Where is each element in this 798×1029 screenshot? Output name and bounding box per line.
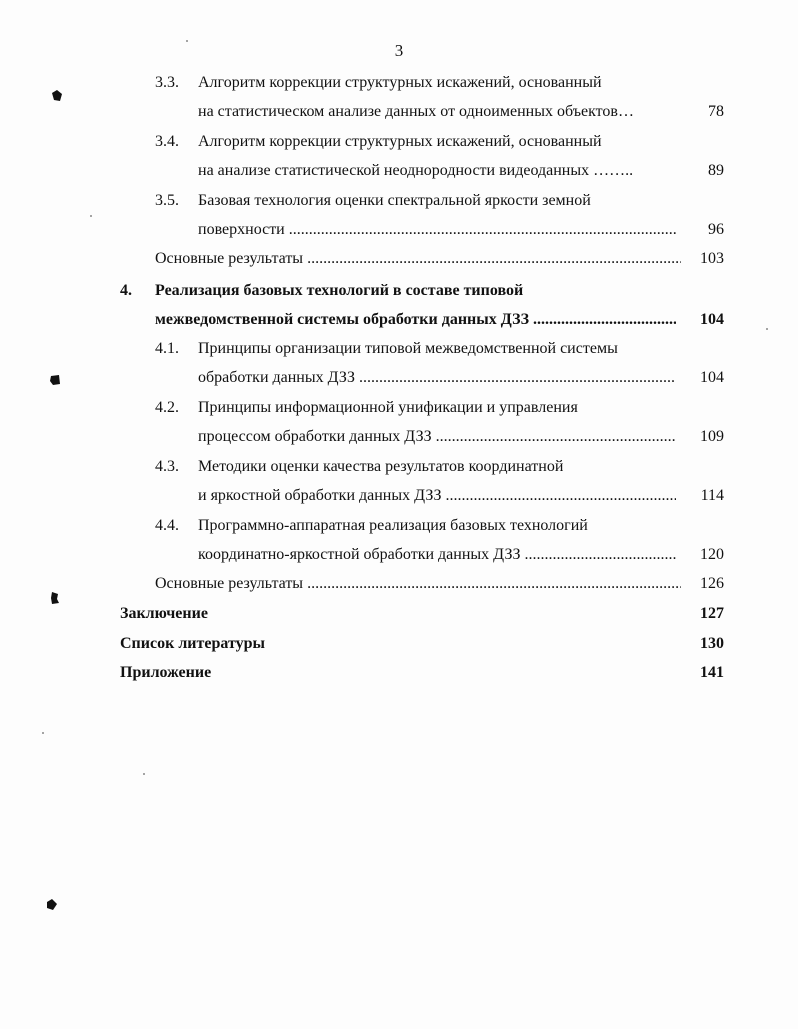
toc-page-number: 103	[700, 250, 724, 267]
binder-hole-mark	[44, 898, 58, 912]
toc-page-number: 109	[700, 428, 724, 445]
toc-chapter-title-cont: межведомственной системы обработки данных ДЗЗ .....	[155, 309, 676, 331]
toc-entry-title: Базовая технология оценки спектральной яркости земной	[198, 192, 591, 209]
toc-page-number: 120	[700, 546, 724, 563]
toc-conclusion: Заключение	[120, 605, 208, 622]
scan-speck	[766, 328, 768, 330]
scan-speck	[143, 773, 145, 775]
toc-appendix: Приложение	[120, 664, 212, 681]
toc-chapter-title: Реализация базовых технологий в составе типовой	[155, 282, 524, 299]
toc-entry-number: 4.2.	[155, 399, 179, 416]
binder-hole-mark	[48, 591, 62, 605]
toc-entry-title: Алгоритм коррекции структурных искажений, основанный	[198, 74, 602, 91]
toc-entry-number: 4.4.	[155, 517, 179, 534]
toc-entry-title-cont: на статистическом анализе данных от одноименных объектов…	[198, 103, 634, 120]
binder-hole-mark	[48, 373, 62, 387]
toc-entry-title: Принципы информационной унификации и управления	[198, 399, 578, 416]
toc-references: Список литературы	[120, 635, 265, 652]
toc-page-number: 78	[708, 103, 724, 120]
toc-entry-title-cont: обработки данных ДЗЗ .....	[198, 367, 676, 389]
scan-speck	[42, 732, 44, 734]
toc-entry-title: Алгоритм коррекции структурных искажений, основанный	[198, 133, 602, 150]
toc-page-number: 130	[700, 635, 724, 652]
toc-page-number: 104	[700, 311, 724, 328]
scan-speck	[90, 215, 92, 217]
toc-entry-title-cont: и яркостной обработки данных ДЗЗ .....	[198, 485, 676, 507]
toc-entry-title: Методики оценки качества результатов координатной	[198, 458, 564, 475]
toc-entry-number: 4.1.	[155, 340, 179, 357]
toc-results-entry: Основные результаты .....	[155, 248, 681, 270]
toc-page-number: 126	[700, 575, 724, 592]
toc-entry-number: 3.4.	[155, 133, 179, 150]
toc-entry-title: Принципы организации типовой межведомственной системы	[198, 340, 618, 357]
toc-chapter-number: 4.	[120, 282, 132, 299]
page-number: 3	[394, 41, 404, 60]
toc-page-number: 141	[700, 664, 724, 681]
toc-entry-title-cont: на анализе статистической неоднородности видеоданных ……..	[198, 162, 634, 179]
toc-entry-number: 3.5.	[155, 192, 179, 209]
binder-hole-mark	[50, 89, 64, 103]
toc-page-number: 96	[708, 221, 724, 238]
toc-page-number: 89	[708, 162, 724, 179]
toc-entry-title-cont: поверхности .....	[198, 219, 676, 241]
toc-page-number: 127	[700, 605, 724, 622]
toc-entry-number: 3.3.	[155, 74, 179, 91]
toc-entry-title: Программно-аппаратная реализация базовых технологий	[198, 517, 588, 534]
toc-results-entry: Основные результаты .....	[155, 573, 681, 595]
toc-page-number: 104	[700, 369, 724, 386]
toc-entry-title-cont: координатно-яркостной обработки данных ДЗЗ .....	[198, 544, 676, 566]
toc-page-number: 114	[700, 487, 724, 504]
toc-entry-number: 4.3.	[155, 458, 179, 475]
toc-entry-title-cont: процессом обработки данных ДЗЗ .....	[198, 426, 676, 448]
